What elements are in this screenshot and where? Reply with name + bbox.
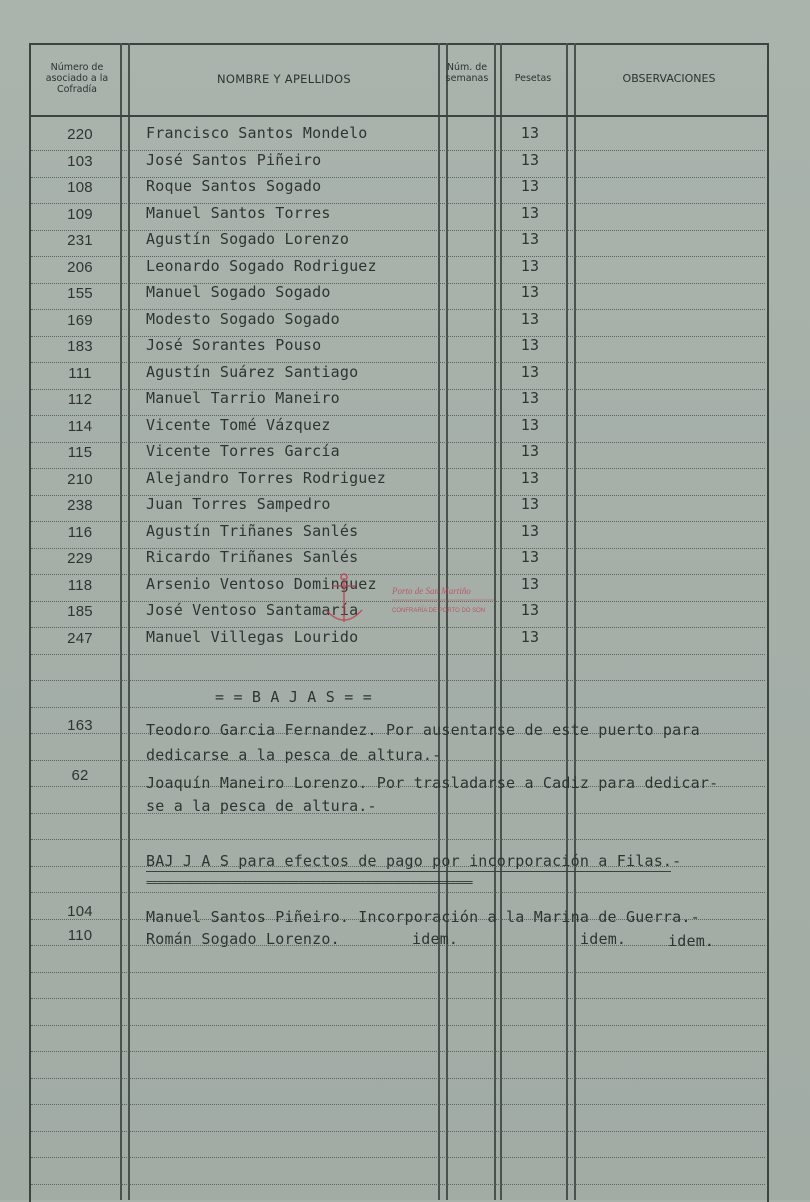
- member-number: 116: [67, 523, 93, 541]
- column-divider: [574, 43, 576, 1200]
- column-divider: [128, 43, 130, 1200]
- member-name: Francisco Santos Mondelo: [146, 124, 368, 142]
- row-rule: [31, 1157, 765, 1158]
- row-rule: [31, 336, 765, 337]
- member-number: 103: [67, 152, 93, 170]
- member-name: Vicente Torres García: [146, 442, 340, 460]
- row-rule: [31, 309, 765, 310]
- row-rule: [31, 177, 765, 178]
- member-number: 247: [67, 629, 93, 647]
- member-pesetas: 13: [520, 468, 540, 487]
- member-name: Agustín Sogado Lorenzo: [146, 230, 350, 248]
- row-rule: [31, 680, 765, 681]
- member-pesetas: 13: [520, 309, 540, 328]
- member-pesetas: 13: [520, 283, 540, 301]
- member-name: Roque Santos Sogado: [146, 177, 322, 195]
- row-rule: [31, 203, 765, 204]
- column-divider: [500, 43, 502, 1200]
- row-rule: [31, 1025, 765, 1026]
- member-name: Modesto Sogado Sogado: [146, 309, 340, 328]
- member-number: 114: [67, 417, 93, 435]
- member-pesetas: 13: [520, 230, 540, 248]
- member-number: 111: [68, 364, 92, 382]
- row-rule: [31, 362, 765, 363]
- member-pesetas: 13: [520, 495, 540, 513]
- row-rule: [31, 495, 765, 496]
- member-number: 112: [67, 391, 93, 408]
- member-number: 118: [67, 576, 93, 594]
- member-name: Arsenio Ventoso Dominguez: [146, 574, 377, 593]
- member-number: 183: [67, 338, 93, 355]
- header-pesetas: Pesetas: [514, 73, 552, 84]
- row-rule: [31, 654, 765, 655]
- member-number: 231: [67, 232, 93, 249]
- bajas-pago-heading: BAJ J A S para efectos de pago por incorporación a Filas.-: [146, 852, 682, 870]
- row-rule: [31, 1051, 765, 1052]
- baja-number: 62: [71, 767, 89, 784]
- row-rule: [31, 150, 765, 151]
- member-pesetas: 13: [520, 442, 540, 460]
- pago-name: Román Sogado Lorenzo.: [146, 930, 340, 948]
- row-rule: [31, 1131, 765, 1132]
- row-rule: [31, 1078, 765, 1079]
- header-name: NOMBRE Y APELLIDOS: [217, 72, 351, 86]
- member-pesetas: 13: [520, 415, 540, 434]
- member-pesetas: 13: [520, 362, 540, 381]
- member-pesetas: 13: [520, 601, 540, 619]
- baja-text: dedicarse a la pesca de altura.-: [146, 746, 442, 764]
- member-name: José Santos Piñeiro: [146, 150, 322, 169]
- row-rule: [31, 892, 765, 893]
- member-pesetas: 13: [520, 389, 540, 407]
- member-name: Alejandro Torres Rodriguez: [146, 468, 386, 487]
- row-rule: [31, 442, 765, 443]
- member-name: Agustín Triñanes Sanlés: [146, 521, 359, 540]
- row-rule: [31, 1104, 765, 1105]
- member-name: Manuel Villegas Lourido: [146, 627, 359, 646]
- member-number: 238: [67, 497, 93, 514]
- member-name: José Sorantes Pouso: [146, 336, 322, 354]
- member-name: Agustín Suárez Santiago: [146, 362, 359, 381]
- row-rule: [31, 972, 765, 973]
- member-pesetas: 13: [520, 203, 540, 222]
- baja-number: 163: [67, 717, 93, 734]
- svg-text:Porto de San Martiño: Porto de San Martiño: [392, 586, 471, 596]
- pago-idem: idem.: [668, 932, 715, 950]
- column-divider: [566, 43, 568, 1200]
- cofradia-stamp: [318, 572, 498, 632]
- row-rule: [31, 813, 765, 814]
- member-pesetas: 13: [520, 124, 540, 142]
- pago-idem: idem.: [580, 930, 627, 948]
- member-name: Leonardo Sogado Rodriguez: [146, 256, 377, 275]
- member-name: Manuel Tarrio Maneiro: [146, 389, 340, 407]
- member-name: Juan Torres Sampedro: [146, 495, 331, 513]
- member-number: 108: [67, 179, 93, 196]
- member-number: 109: [67, 205, 93, 223]
- row-rule: [31, 707, 765, 708]
- member-number: 185: [67, 603, 93, 620]
- member-number: 206: [67, 258, 93, 276]
- row-rule: [31, 256, 765, 257]
- member-pesetas: 13: [520, 548, 540, 566]
- member-pesetas: 13: [520, 150, 540, 169]
- double-rule: ==========================================================: [146, 876, 473, 889]
- pago-number: 104: [67, 903, 93, 920]
- member-pesetas: 13: [520, 521, 540, 540]
- row-rule: [31, 389, 765, 390]
- member-pesetas: 13: [520, 627, 540, 646]
- row-rule: [31, 839, 765, 840]
- member-number: 155: [67, 285, 93, 302]
- member-number: 229: [67, 550, 93, 567]
- pago-text: Manuel Santos Piñeiro. Incorporación a la Marina de Guerra.-: [146, 908, 700, 926]
- heading-underline: [146, 871, 671, 872]
- svg-text:CONFRARÍA DE PORTO DO SON: CONFRARÍA DE PORTO DO SON: [392, 608, 486, 614]
- bajas-heading: = = B A J A S = =: [215, 688, 372, 706]
- member-name: Manuel Sogado Sogado: [146, 283, 331, 301]
- member-name: Vicente Tomé Vázquez: [146, 415, 331, 434]
- row-rule: [31, 283, 765, 284]
- row-rule: [31, 945, 765, 946]
- row-rule: [31, 468, 765, 469]
- member-name: José Ventoso Santamaría: [146, 601, 359, 619]
- header-number: Número de asociado a la Cofradía: [45, 62, 109, 95]
- pago-number: 110: [67, 927, 93, 944]
- row-rule: [31, 521, 765, 522]
- header-observations: OBSERVACIONES: [622, 72, 716, 85]
- member-number: 220: [67, 126, 93, 143]
- row-rule: [31, 230, 765, 231]
- pago-idem: idem.: [412, 930, 459, 948]
- member-number: 115: [67, 444, 93, 461]
- baja-text: Teodoro Garcia Fernandez. Por ausentarse de este puerto para: [146, 721, 700, 739]
- baja-text: se a la pesca de altura.-: [146, 797, 377, 815]
- baja-text: Joaquín Maneiro Lorenzo. Por trasladarse a Cadiz para dedicar-: [146, 774, 719, 792]
- member-number: 169: [67, 311, 93, 329]
- member-pesetas: 13: [520, 177, 540, 195]
- row-rule: [31, 998, 765, 999]
- member-pesetas: 13: [520, 574, 540, 593]
- row-rule: [31, 548, 765, 549]
- header-weeks: Núm. de semanas: [445, 62, 489, 84]
- member-name: Manuel Santos Torres: [146, 203, 331, 222]
- member-pesetas: 13: [520, 336, 540, 354]
- member-number: 210: [67, 470, 93, 488]
- row-rule: [31, 1184, 765, 1185]
- row-rule: [31, 415, 765, 416]
- member-name: Ricardo Triñanes Sanlés: [146, 548, 359, 566]
- member-pesetas: 13: [520, 256, 540, 275]
- header-rule: [29, 115, 767, 117]
